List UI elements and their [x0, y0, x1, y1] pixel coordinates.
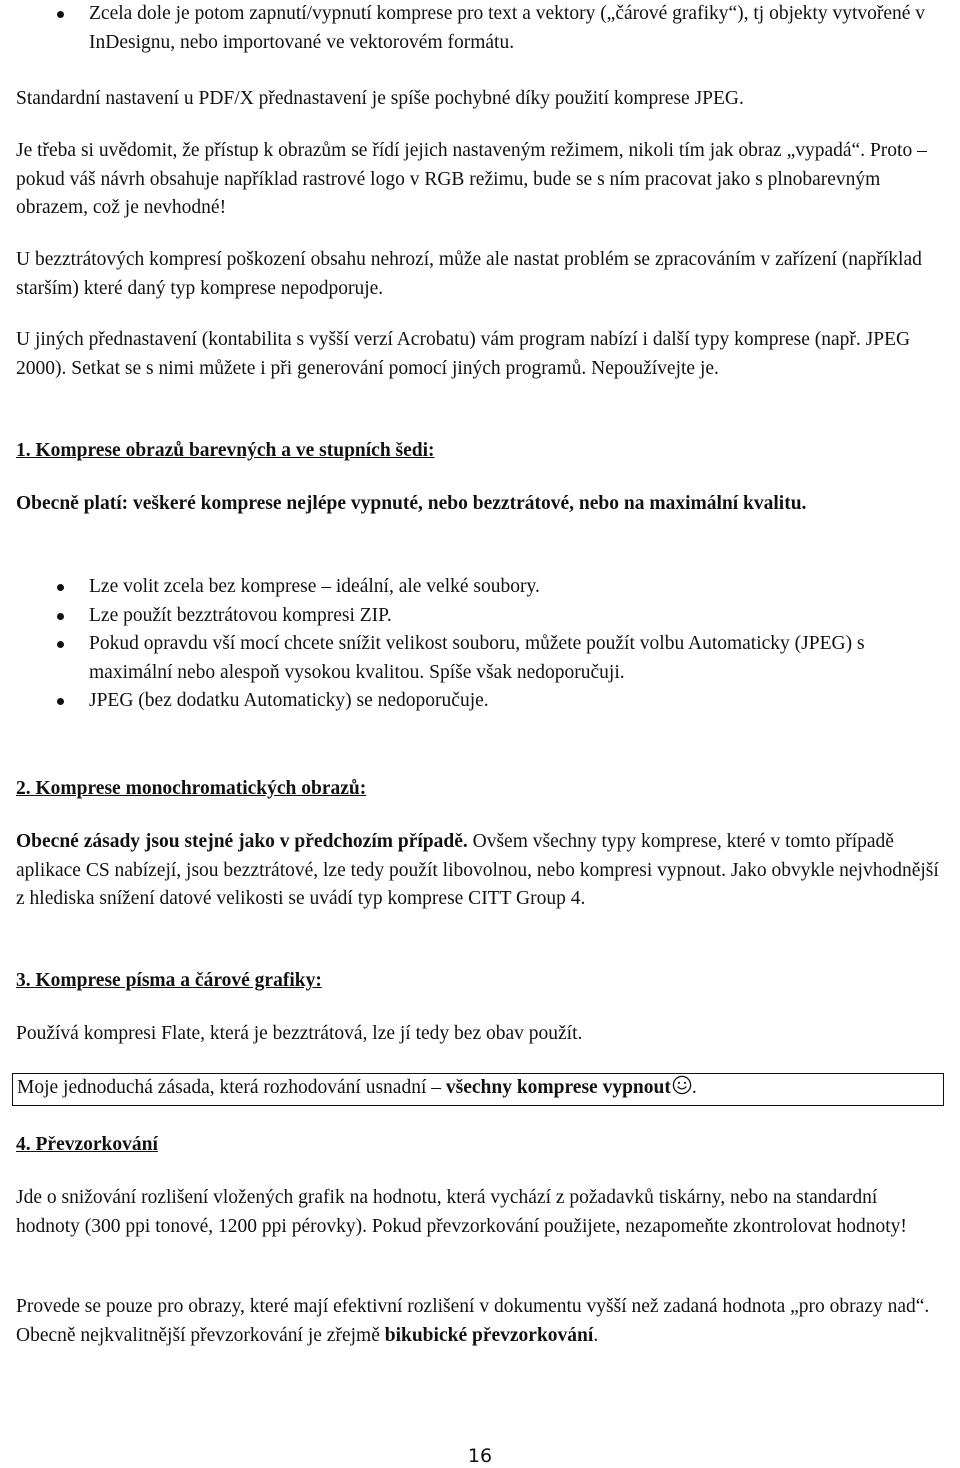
section-4-title: Převzorkování [35, 1134, 158, 1155]
section-1-bullet [16, 602, 946, 631]
paragraph-other-presets: U jiných přednastavení (kontabilita s vyšší verzí Acrobatu) vám program nabízí i další typy komprese (např. JPEG 2000). Setkat se s nimi můžete i při generování pomocí jiných programů. Nepoužívejte je. [16, 329, 911, 379]
section-2-title: Komprese monochromatických obrazů: [35, 778, 367, 799]
bullet-text: Pokud opravdu vší mocí chcete snížit velikost souboru, můžete použít volbu Automaticky (JPEG) s maximální nebo alespoň vysokou kvalitou. Spíše však nedoporučuji. [89, 633, 865, 683]
section-3-paragraph: Používá kompresi Flate, která je bezztrátová, lze jí tedy bez obav použít. [16, 1023, 583, 1044]
section-1-bullets [16, 573, 946, 716]
rgb-logo-text: Proto – pokud váš návrh obsahuje například rastrové logo v RGB režimu, bude se s ním pracovat jako s plnobarevným obrazem, což je nevhodné! [16, 140, 927, 218]
section-3-heading [16, 967, 322, 996]
rule-box-text: Moje jednoduchá zásada, která rozhodování usnadní – [17, 1077, 446, 1098]
section-1-heading [16, 437, 435, 466]
smiley-face-icon [672, 1075, 692, 1105]
page-number: 16 [467, 1445, 493, 1467]
bullet-text: Lze použít bezztrátovou kompresi ZIP. [89, 604, 392, 626]
intro-bullet [16, 0, 946, 57]
section-1-bullet [16, 573, 946, 602]
section-4-end: . [593, 1324, 599, 1346]
section-2-number: 2. [16, 778, 31, 799]
section-4-heading [16, 1131, 158, 1160]
section-1-number: 1. [16, 440, 31, 461]
rule-box-end: . [691, 1077, 697, 1098]
section-4-paragraph-1: Jde o snižování rozlišení vložených grafik na hodnotu, která vychází z požadavků tiskárny, nebo na standardní hodnoty (300 ppi tonové, 1200 ppi pérovky). Pokud převzorkování použijete, nezapomeňte zkontrolovat hodnoty! [16, 1187, 907, 1237]
section-3-title: Komprese písma a čárové grafiky: [35, 970, 322, 991]
rule-box-bold: všechny komprese vypnout [445, 1077, 671, 1098]
paragraph-image-mode [16, 137, 946, 223]
section-2-lead: Obecné zásady jsou stejné jako v předchozím případě. [16, 831, 468, 852]
paragraph-pdfx: Standardní nastavení u PDF/X přednastavení je spíše pochybné díky použití komprese JPEG. [16, 88, 744, 109]
section-1-bullet [16, 630, 946, 687]
section-1-title: Komprese obrazů barevných a ve stupních šedi: [35, 440, 435, 461]
section-2-text: Ovšem všechny typy komprese, které v tomto případě aplikace CS nabízejí, jsou bezztrátové, lze tedy použít libovolnou, nebo kompresi vypnout. Jako obvykle nejvhodnější z hlediska snížení datové velikosti se uvádí typ komprese CITT Group 4. [16, 831, 939, 909]
section-4-number: 4. [16, 1134, 31, 1155]
section-4-text: Provede se pouze pro obrazy, které mají efektivní rozlišení v dokumentu vyšší než zadaná hodnota „pro obrazy nad“. Obecně nejkvalitnější převzorkování je zřejmě [16, 1296, 930, 1346]
rule-box [12, 1073, 944, 1106]
section-4-bold: bikubické převzorkování [384, 1324, 594, 1346]
intro-bullet-list [16, 0, 946, 57]
section-2-paragraph [16, 828, 946, 914]
section-1-bullet [16, 687, 946, 716]
section-4-paragraph-2 [16, 1293, 946, 1350]
intro-bullet-text: Zcela dole je potom zapnutí/vypnutí komprese pro text a vektory („čárové grafiky“), tj objekty vytvořené v InDesignu, nebo importované ve vektorovém formátu. [89, 3, 926, 53]
paragraph-lossless: U bezztrátových kompresí poškození obsahu nehrozí, může ale nastat problém se zpracováním v zařízení (například starším) které daný typ komprese nepodporuje. [16, 249, 922, 299]
bullet-text: JPEG (bez dodatku Automaticky) se nedoporučuje. [89, 690, 489, 711]
section-2-heading [16, 775, 366, 804]
bullet-text: Lze volit zcela bez komprese – ideální, ale velké soubory. [89, 576, 540, 597]
image-mode-text: Je třeba si uvědomit, že přístup k obrazům se řídí jejich nastaveným režimem, nikoli tím jak obraz „vypadá“. [16, 140, 866, 161]
section-3-number: 3. [16, 970, 31, 991]
section-1-lead: Obecně platí: veškeré komprese nejlépe vypnuté, nebo bezztrátové, nebo na maximální kvalitu. [16, 493, 807, 514]
